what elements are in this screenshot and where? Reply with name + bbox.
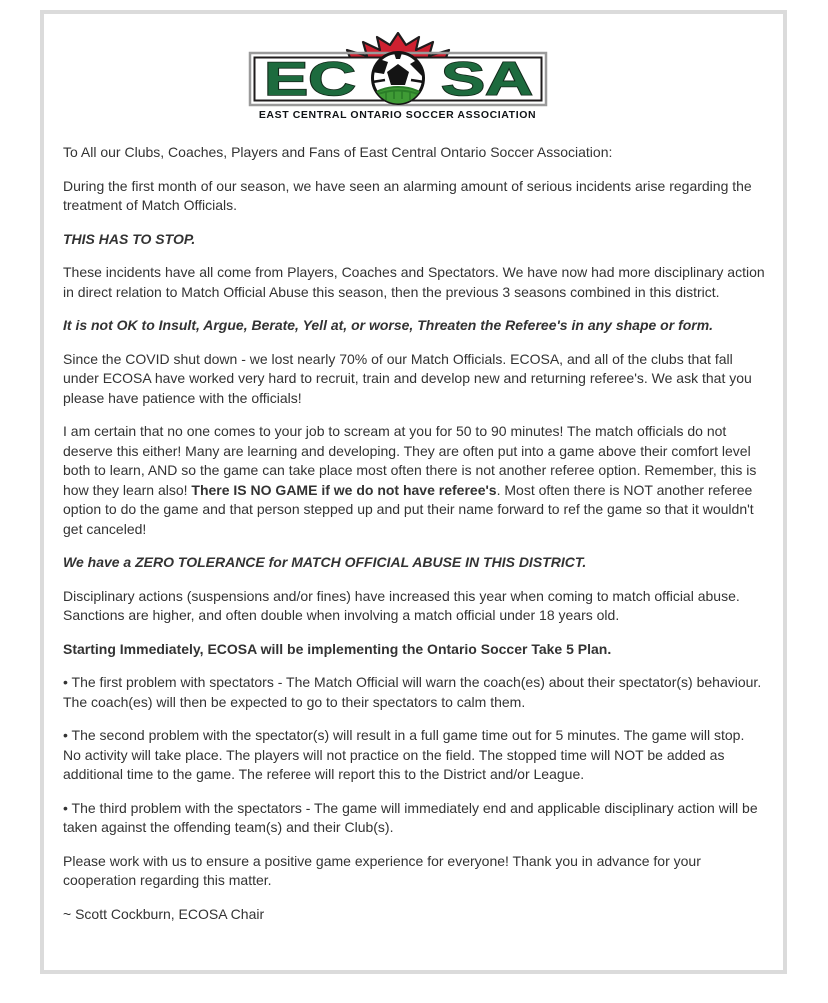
text-segment: Please work with us to ensure a positive game experience for everyone! Thank you in advance for your cooperation regarding this matter. (63, 852, 701, 888)
text-segment: Starting Immediately, ECOSA will be implementing the Ontario Soccer Take 5 Plan. (63, 640, 612, 657)
ecosa-logo-graphic (248, 32, 548, 108)
letter-paragraph-6 (63, 350, 765, 409)
text-segment: During the first month of our season, we have seen an alarming amount of serious incidents arise regarding the treatment of Match Officials. (63, 177, 752, 213)
letter-paragraph-12 (63, 726, 765, 785)
text-segment: THIS HAS TO STOP. (63, 230, 196, 247)
letter-page (40, 10, 787, 974)
logo-letters-sa: SA (440, 52, 533, 105)
text-segment: ~ Scott Cockburn, ECOSA Chair (63, 905, 265, 922)
ecosa-logo (28, 32, 767, 121)
text-segment: . Most often there is NOT another referee option to do the game and that person stepped up and put their name forward to ref the game so that it wouldn't get canceled! (63, 481, 754, 537)
text-segment: • The first problem with spectators - The Match Official will warn the coach(es) about their spectator(s) behaviour. The coach(es) will then be expected to go to their spectators to calm them. (63, 674, 762, 710)
text-segment: Disciplinary actions (suspensions and/or fines) have increased this year when coming to match official abuse. Sanctions are higher, and often double when involving a match official under 18 years old. (63, 587, 740, 623)
letter-paragraph-4 (63, 263, 765, 302)
bold-text-segment: There IS NO GAME if we do not have referee's (191, 481, 497, 498)
letter-paragraph-1 (63, 143, 765, 163)
letter-paragraph-3 (63, 230, 765, 250)
letter-paragraph-9 (63, 587, 765, 626)
text-segment: Since the COVID shut down - we lost nearly 70% of our Match Officials. ECOSA, and all of the clubs that fall under ECOSA have worked very hard to recruit, train and develop new and returning referee's. We ask that you please have patience with the officials! (63, 350, 752, 406)
logo-caption: EAST CENTRAL ONTARIO SOCCER ASSOCIATION (258, 109, 537, 121)
text-segment: • The second problem with the spectator(s) will result in a full game time out for 5 minutes. The game will stop. No activity will take place. The players will not practice on the field. The stopped time will NOT be added as additional time to the game. The referee will report this to the District and/or League. (63, 727, 745, 782)
letter-paragraph-5 (63, 316, 765, 336)
letter-paragraph-11 (63, 673, 765, 712)
text-segment: It is not OK to Insult, Argue, Berate, Yell at, or worse, Threaten the Referee's in any shape or form. (63, 317, 714, 333)
letter-paragraph-13 (63, 799, 765, 838)
letter-paragraph-2 (63, 177, 765, 216)
letter-paragraph-14 (63, 852, 765, 891)
text-segment: To All our Clubs, Coaches, Players and Fans of East Central Ontario Soccer Association: (63, 144, 613, 160)
text-segment: I am certain that no one comes to your job to scream at you for 50 to 90 minutes! The match officials do not deserve this either! Many are learning and developing. They are often put into a game above their comfort level both to learn, AND so the game can take place most often there is not another referee option. Remember, this is how they learn also! (63, 423, 757, 498)
text-segment: We have a ZERO TOLERANCE for MATCH OFFICIAL ABUSE IN THIS DISTRICT. (63, 554, 587, 570)
letter-body (63, 143, 765, 924)
signature-line (63, 905, 765, 925)
letter-paragraph-7 (63, 422, 765, 539)
text-segment: • The third problem with the spectators - The game will immediately end and applicable disciplinary action will be taken against the offending team(s) and their Club(s). (63, 799, 758, 835)
text-segment: These incidents have all come from Players, Coaches and Spectators. We have now had more disciplinary action in direct relation to Match Official Abuse this season, then the previous 3 seasons combined in this district. (63, 264, 765, 300)
letter-paragraph-8 (63, 553, 765, 573)
letter-paragraph-10 (63, 640, 765, 660)
logo-letters-ec: EC (263, 52, 356, 105)
